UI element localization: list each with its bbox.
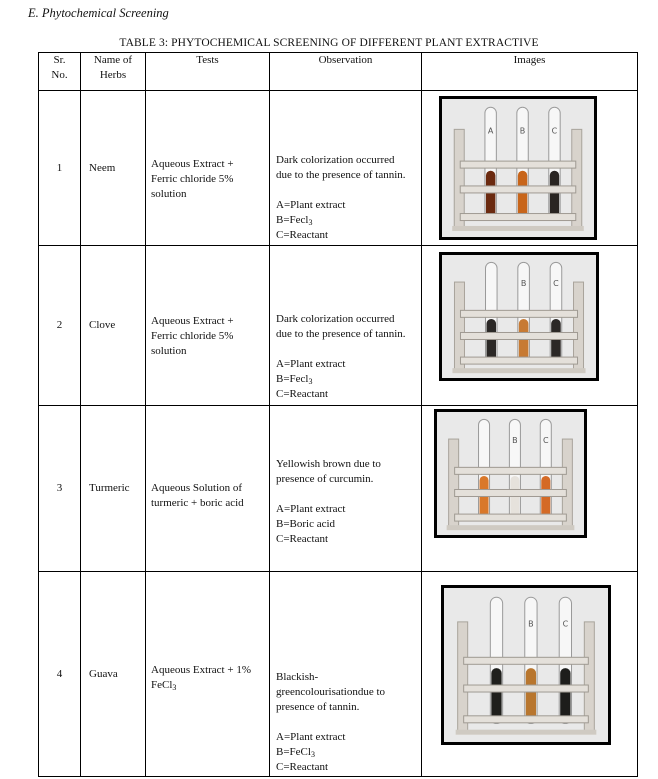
- header-observation: Observation: [270, 53, 422, 91]
- tube-liquid: [519, 319, 529, 362]
- tube-liquid: [510, 476, 519, 519]
- rack-shelf: [464, 716, 589, 723]
- tube-liquid: [551, 319, 561, 362]
- legend-c: C=Reactant: [276, 532, 329, 545]
- test-description: Aqueous Solution of turmeric + boric acid: [146, 406, 270, 572]
- tube-liquid: [560, 668, 570, 722]
- phytochemical-table: [38, 52, 638, 777]
- header-tests: Tests: [146, 53, 270, 91]
- tube-liquid: [541, 476, 550, 519]
- observation-text: greencolourisationdue to: [276, 686, 386, 698]
- legend-a: A=Plant extract: [276, 731, 346, 743]
- tube-label: B: [520, 278, 527, 288]
- table-row: [39, 91, 638, 246]
- test-tube-photo: [434, 409, 587, 538]
- tube-label: A: [487, 126, 494, 136]
- table-header-row: [39, 53, 638, 91]
- rack-shelf: [464, 657, 589, 664]
- rack-shelf: [460, 357, 577, 364]
- test-description: Aqueous Extract + Ferric chloride 5% solution: [146, 246, 270, 406]
- test-description: Aqueous Extract + Ferric chloride 5% solution: [146, 91, 270, 246]
- header-images: Images: [422, 53, 638, 91]
- observation-text: due to the presence of tannin.: [276, 169, 406, 181]
- rack-shelf: [460, 214, 576, 221]
- legend-b: B=FeCl$_3$: [276, 746, 315, 759]
- legend-c: C=Reactant: [276, 229, 329, 241]
- legend-c: C=Reactant: [276, 388, 329, 400]
- legend-b: B=Boric acid: [276, 517, 336, 530]
- rack-shelf: [460, 186, 576, 193]
- table-row: [39, 246, 638, 406]
- image-cell: [422, 406, 638, 572]
- rack-shelf: [455, 467, 567, 474]
- tube-label: B: [528, 619, 534, 629]
- test-description: Aqueous Extract + 1% FeCl$_3$: [146, 572, 270, 777]
- rack-base: [452, 368, 585, 373]
- observation-text: due to the presence of tannin.: [276, 328, 406, 340]
- rack-shelf: [460, 310, 577, 317]
- observation-text: Blackish-: [276, 671, 319, 683]
- legend-b: B=Fecl$_3$: [276, 373, 313, 386]
- rack-shelf: [460, 332, 577, 339]
- tube-liquid: [491, 668, 501, 722]
- observation-text: Dark colorization occurred: [276, 313, 395, 325]
- test-tube-rack-illustration: [437, 412, 584, 535]
- image-cell: [422, 572, 638, 777]
- rack-shelf: [455, 514, 567, 521]
- rack-shelf: [464, 685, 589, 692]
- table-row: [39, 406, 638, 572]
- section-heading: E. Phytochemical Screening: [28, 6, 169, 20]
- sr-number: 4: [39, 572, 81, 777]
- tube-label: C: [562, 619, 569, 629]
- observation-cell: [270, 246, 422, 406]
- tube-label: C: [542, 435, 549, 445]
- table-row: [39, 572, 638, 777]
- observation-cell: [270, 572, 422, 777]
- tube-liquid: [518, 171, 527, 220]
- sr-number: 2: [39, 246, 81, 406]
- tube-liquid: [487, 319, 497, 362]
- test-tube-photo: [439, 96, 597, 240]
- herb-name: Guava: [81, 572, 146, 777]
- tube-label: C: [551, 126, 558, 136]
- herb-name: Neem: [81, 91, 146, 246]
- rack-shelf: [455, 489, 567, 496]
- tube-liquid: [486, 171, 495, 220]
- legend-a: A=Plant extract: [276, 358, 346, 370]
- observation-text: Yellowish brown due to: [276, 457, 381, 470]
- legend-a: A=Plant extract: [276, 199, 346, 211]
- herb-name: Clove: [81, 246, 146, 406]
- observation-text: Dark colorization occurred: [276, 154, 395, 166]
- header-sr-no: Sr. No.: [39, 53, 81, 91]
- test-tube-photo: [441, 585, 611, 745]
- herb-name: Turmeric: [81, 406, 146, 572]
- legend-a: A=Plant extract: [276, 502, 346, 515]
- tube-label: C: [553, 278, 559, 288]
- test-tube-rack-illustration: [444, 588, 608, 742]
- test-tube-rack-illustration: [442, 255, 596, 378]
- image-cell: [422, 91, 638, 246]
- legend-c: C=Reactant: [276, 761, 329, 773]
- rack-base: [447, 525, 575, 530]
- table-title: TABLE 3: PHYTOCHEMICAL SCREENING OF DIFFERENT PLANT EXTRACTIVE: [119, 37, 539, 49]
- rack-base: [452, 226, 584, 231]
- tube-liquid: [550, 171, 559, 220]
- observation-text: presence of curcumin.: [276, 472, 374, 485]
- observation-cell: [270, 91, 422, 246]
- tube-liquid: [526, 668, 536, 722]
- tube-liquid: [480, 476, 489, 519]
- rack-shelf: [460, 161, 576, 168]
- test-tube-rack-illustration: [442, 99, 594, 237]
- sr-number: 1: [39, 91, 81, 246]
- tube-label: B: [512, 435, 518, 445]
- observation-text: presence of tannin.: [276, 701, 360, 713]
- image-cell: [422, 246, 638, 406]
- legend-b: B=Fecl$_3$: [276, 214, 313, 227]
- rack-base: [456, 730, 597, 735]
- test-tube-photo: [439, 252, 599, 381]
- tube-label: B: [519, 126, 526, 136]
- header-herb-name: Name of Herbs: [81, 53, 146, 91]
- observation-cell: [270, 406, 422, 572]
- sr-number: 3: [39, 406, 81, 572]
